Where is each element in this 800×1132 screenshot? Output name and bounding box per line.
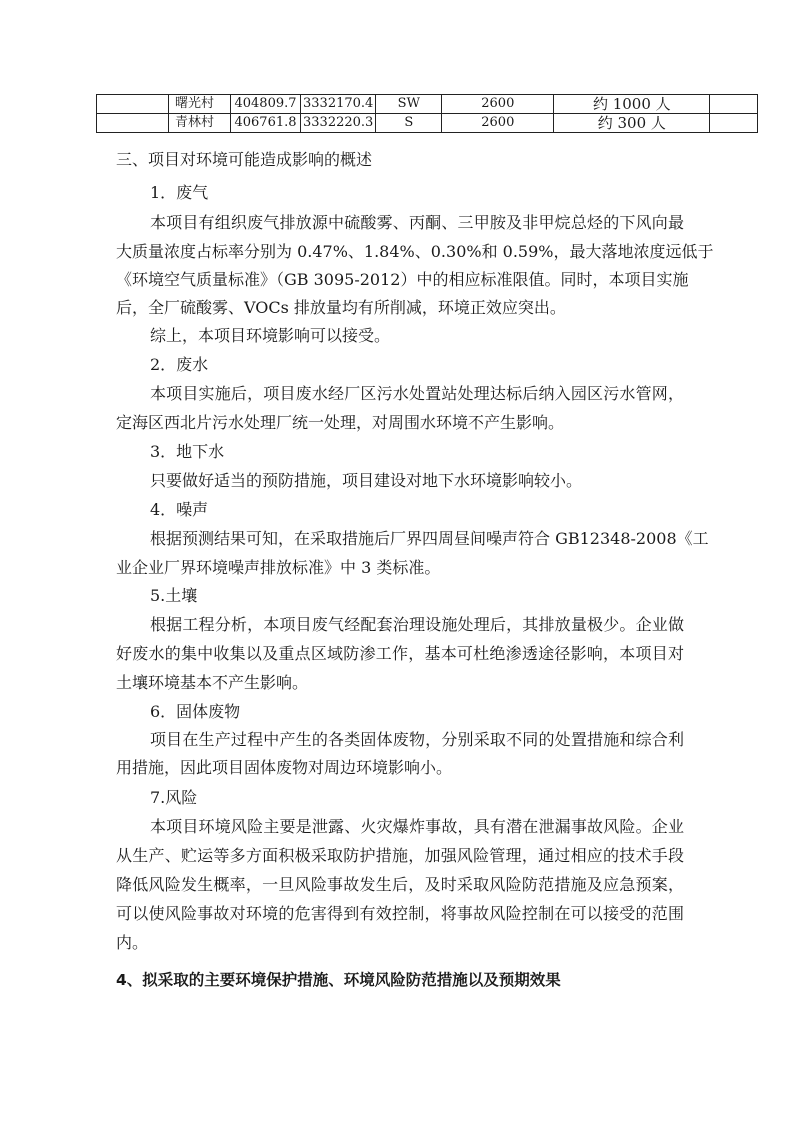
subsection-heading: 1．废气 xyxy=(150,183,209,202)
table-cell-name: 青林村 xyxy=(169,114,231,133)
subsection-heading: 4．噪声 xyxy=(150,500,209,519)
subsection-heading: 6．固体废物 xyxy=(150,702,241,721)
table-row xyxy=(97,95,758,114)
paragraph-line: 本项目环境风险主要是泄露、火灾爆炸事故，具有潜在泄漏事故风险。企业 xyxy=(150,817,684,836)
table-row xyxy=(97,114,758,133)
paragraph-line: 根据预测结果可知，在采取措施后厂界四周昼间噪声符合 GB12348-2008《工 xyxy=(150,529,709,548)
section-heading: 4、拟采取的主要环境保护措施、环境风险防范措施以及预期效果 xyxy=(116,971,561,989)
paragraph-line: 大质量浓度占标率分别为 0.47%、1.84%、0.30%和 0.59%，最大落地浓度远低于 xyxy=(116,242,714,261)
table-cell-direction: SW xyxy=(376,95,442,114)
section-heading: 三、项目对环境可能造成影响的概述 xyxy=(116,150,373,169)
paragraph-line: 《环境空气质量标准》（GB 3095-2012）中的相应标准限值。同时，本项目实施 xyxy=(116,270,689,289)
paragraph-line: 从生产、贮运等多方面积极采取防护措施，加强风险管理，通过相应的技术手段 xyxy=(116,846,684,865)
table-cell-blank xyxy=(710,95,758,114)
paragraph-line: 用措施，因此项目固体废物对周边环境影响小。 xyxy=(116,758,453,777)
table-cell-direction: S xyxy=(376,114,442,133)
paragraph-line: 降低风险发生概率，一旦风险事故发生后，及时采取风险防范措施及应急预案， xyxy=(116,875,684,894)
subsection-heading: 3．地下水 xyxy=(150,442,225,461)
paragraph-line: 后，全厂硫酸雾、VOCs 排放量均有所削减，环境正效应突出。 xyxy=(116,298,566,317)
paragraph-line: 只要做好适当的预防措施，项目建设对地下水环境影响较小。 xyxy=(150,471,583,490)
paragraph-line: 项目在生产过程中产生的各类固体废物，分别采取不同的处置措施和综合利 xyxy=(150,730,684,749)
sensitive-points-table xyxy=(96,94,758,133)
paragraph-line: 本项目有组织废气排放源中硫酸雾、丙酮、三甲胺及非甲烷总烃的下风向最 xyxy=(150,213,684,232)
paragraph-line: 可以使风险事故对环境的危害得到有效控制，将事故风险控制在可以接受的范围 xyxy=(116,904,684,923)
paragraph-line: 内。 xyxy=(116,933,149,952)
table-cell-distance: 2600 xyxy=(442,114,554,133)
table-cell-blank xyxy=(97,114,169,133)
subsection-heading: 5.土壤 xyxy=(150,586,198,605)
table-cell-x: 406761.8 xyxy=(231,114,301,133)
paragraph-line: 综上，本项目环境影响可以接受。 xyxy=(150,326,391,345)
table-cell-name: 曙光村 xyxy=(169,95,231,114)
table-cell-population: 约 300 人 xyxy=(554,114,710,133)
paragraph-line: 好废水的集中收集以及重点区域防渗工作，基本可杜绝渗透途径影响，本项目对 xyxy=(116,644,684,663)
paragraph-line: 业企业厂界环境噪声排放标准》中 3 类标准。 xyxy=(116,558,441,577)
subsection-heading: 7.风险 xyxy=(150,788,198,807)
paragraph-line: 根据工程分析，本项目废气经配套治理设施处理后，其排放量极少。企业做 xyxy=(150,615,684,634)
paragraph-line: 定海区西北片污水处理厂统一处理，对周围水环境不产生影响。 xyxy=(116,413,565,432)
table-cell-population: 约 1000 人 xyxy=(554,95,710,114)
paragraph-line: 本项目实施后，项目废水经厂区污水处置站处理达标后纳入园区污水管网， xyxy=(150,384,684,403)
table-cell-y: 3332220.3 xyxy=(301,114,376,133)
table-cell-y: 3332170.4 xyxy=(301,95,376,114)
subsection-heading: 2．废水 xyxy=(150,355,209,374)
table-cell-x: 404809.7 xyxy=(231,95,301,114)
table-cell-distance: 2600 xyxy=(442,95,554,114)
table-cell-blank xyxy=(710,114,758,133)
paragraph-line: 土壤环境基本不产生影响。 xyxy=(116,673,309,692)
table-cell-blank xyxy=(97,95,169,114)
